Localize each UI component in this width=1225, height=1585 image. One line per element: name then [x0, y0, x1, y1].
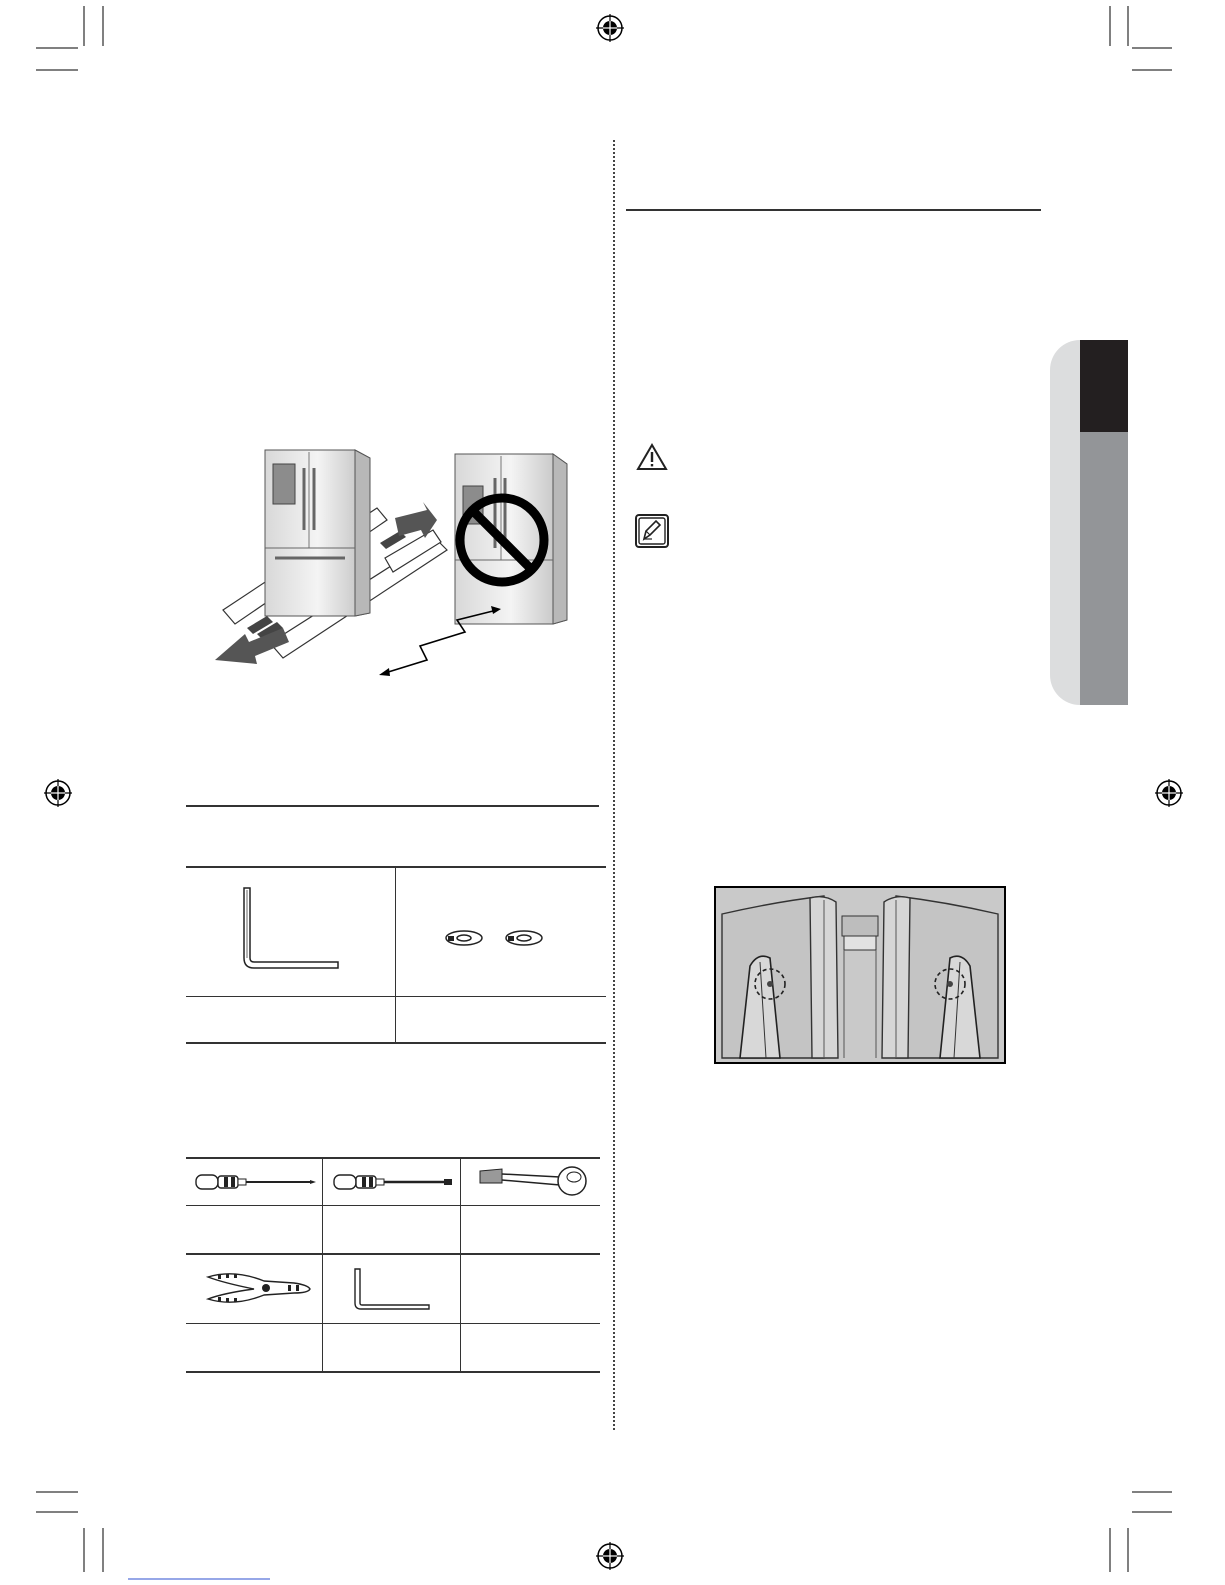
- registration-mark-icon: [44, 779, 72, 807]
- allen-wrench-icon: [351, 1267, 436, 1311]
- section-rule: [626, 209, 1041, 211]
- note-pencil-icon: [634, 513, 670, 549]
- column-divider: [613, 140, 615, 1430]
- move-arrow-left: [215, 628, 289, 664]
- flat-screwdriver-icon: [332, 1171, 457, 1193]
- registration-mark-icon: [596, 1542, 624, 1570]
- door-hinge-detail-illustration: [714, 886, 1006, 1064]
- side-tab-dark: [1080, 340, 1128, 432]
- refrigerator-tilted: [455, 454, 567, 624]
- refrigerator-upright: [265, 450, 370, 616]
- tools-table: [186, 1157, 600, 1373]
- side-tab-mid: [1080, 432, 1128, 705]
- section-side-tab: [1050, 340, 1128, 705]
- pliers-icon: [204, 1267, 314, 1311]
- socket-wrench-icon: [478, 1165, 593, 1199]
- washers-icon: [442, 924, 562, 954]
- warning-triangle-icon: [636, 443, 668, 471]
- phillips-screwdriver-icon: [194, 1171, 319, 1193]
- hex-wrench-icon: [236, 884, 346, 974]
- registration-mark-icon: [1155, 779, 1183, 807]
- registration-mark-icon: [596, 14, 624, 42]
- fridge-moving-illustration: [205, 438, 590, 683]
- supplied-parts-table: [186, 866, 606, 1044]
- section-rule: [186, 805, 599, 807]
